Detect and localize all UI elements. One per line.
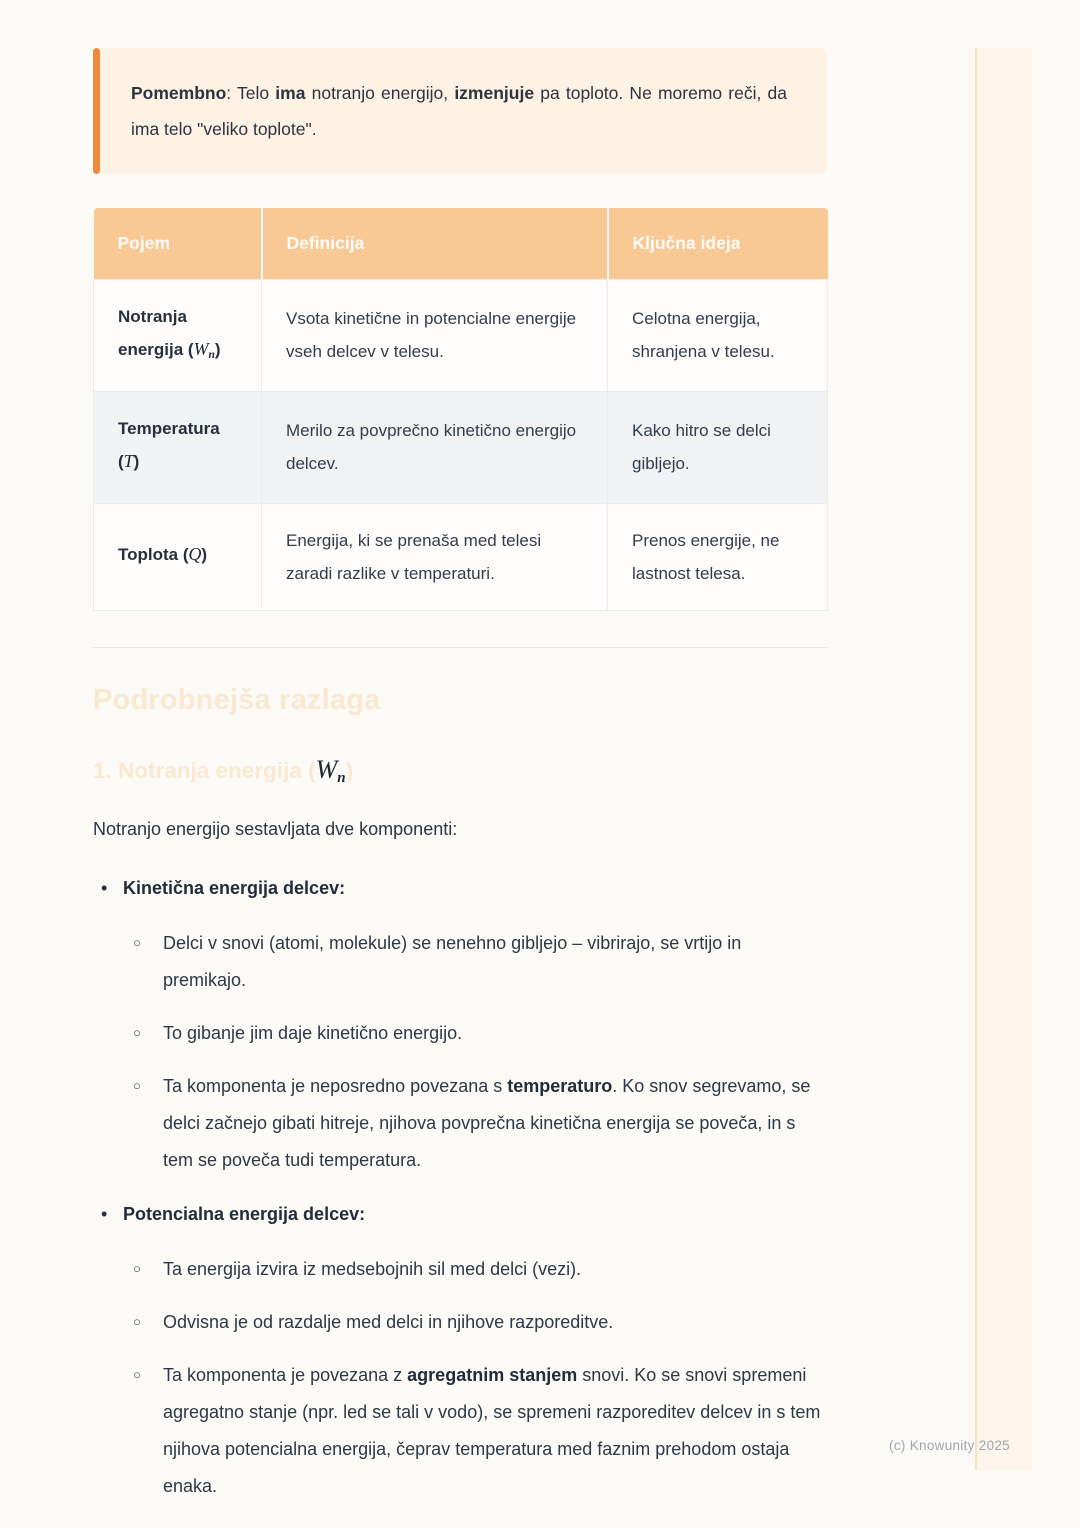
sub-list-item: [131, 1357, 827, 1505]
list-item: [93, 873, 827, 1179]
column-header-pojem: Pojem: [94, 208, 262, 280]
circle-bullet-icon: ○: [133, 1260, 141, 1276]
intro-paragraph: Notranjo energijo sestavljata dve komponenti:: [93, 818, 458, 839]
column-header-kljucna-ideja: Ključna ideja: [608, 208, 828, 280]
circle-bullet-icon: ○: [133, 1024, 141, 1040]
math-symbol: W: [315, 754, 338, 784]
callout-part-bold: izmenjuje: [454, 83, 535, 103]
callout-part-bold: ima: [275, 83, 306, 103]
sub-list-item: [131, 1015, 827, 1052]
table-row: [94, 503, 828, 610]
callout-text: [131, 75, 787, 147]
list-item: [93, 1199, 827, 1505]
important-callout: [93, 48, 827, 174]
table-header-row: [94, 208, 828, 280]
column-header-definicija: Definicija: [262, 208, 608, 280]
sub-list-item-text: Delci v snovi (atomi, molekule) se nenehno gibljejo – vibrirajo, se vrtijo in premikajo.: [163, 932, 742, 990]
callout-part: pa toploto. Ne moremo reči, da ima telo "veliko toplote".: [131, 83, 787, 139]
table-row: [94, 280, 828, 392]
idea-cell: Celotna energija, shranjena v telesu.: [608, 280, 828, 392]
math-symbol: T: [123, 450, 134, 471]
sub-list: [131, 925, 827, 1179]
document-content: [93, 0, 827, 1505]
sub-list-item-text: Odvisna je od razdalje med delci in njihove razporeditve.: [163, 1311, 614, 1332]
callout-accent-bar: [93, 48, 100, 174]
circle-bullet-icon: ○: [133, 1366, 141, 1382]
circle-bullet-icon: ○: [133, 1077, 141, 1093]
subsection-heading: 1. Notranja energija (Wn): [93, 754, 354, 786]
callout-part: : Telo: [226, 83, 276, 103]
definition-cell: Energija, ki se prenaša med telesi zaradi razlike v temperaturi.: [262, 503, 608, 610]
idea-cell: Prenos energije, ne lastnost telesa.: [608, 503, 828, 610]
section-divider: [93, 647, 827, 648]
copyright-footer: (c) Knowunity 2025: [889, 1438, 1010, 1453]
definitions-table: [93, 208, 828, 611]
circle-bullet-icon: ○: [133, 934, 141, 950]
definition-cell: Vsota kinetične in potencialne energije vseh delcev v telesu.: [262, 280, 608, 392]
section-heading: Podrobnejša razlaga: [93, 683, 381, 716]
sub-list-item-text: Ta komponenta je neposredno povezana s temperaturo. Ko snov segrevamo, se delci začnejo gibati hitreje, njihova povprečna kinetična energija se poveča, in s tem se poveča tudi temperatura.: [163, 1075, 811, 1170]
list-item-label: Kinetična energija delcev:: [123, 877, 346, 898]
sub-list-item: [131, 1251, 827, 1288]
callout-part-bold: Pomembno: [131, 83, 227, 103]
components-list: [93, 873, 827, 1505]
sub-list-item-text: To gibanje jim daje kinetično energijo.: [163, 1022, 463, 1043]
sub-list-item: [131, 1068, 827, 1179]
sub-list-item: [131, 1304, 827, 1341]
math-symbol: W: [193, 339, 209, 359]
term-cell: Toplota (Q): [94, 503, 262, 610]
sub-list-item-text: Ta komponenta je povezana z agregatnim stanjem snovi. Ko se snovi spremeni agregatno stanje (npr. led se tali v vodo), se spremeni razporeditev delcev in s tem njihova potencialna energija, čeprav temperatura med faznim prehodom ostaja enaka.: [163, 1364, 821, 1496]
list-item-label: Potencialna energija delcev:: [123, 1203, 366, 1224]
table-row: [94, 391, 828, 503]
bullet-icon: •: [101, 877, 108, 898]
sub-list: [131, 1251, 827, 1505]
bullet-icon: •: [101, 1203, 108, 1224]
idea-cell: Kako hitro se delci gibljejo.: [608, 391, 828, 503]
sub-list-item: [131, 925, 827, 999]
callout-part: notranjo energijo,: [305, 83, 455, 103]
sub-list-item-text: Ta energija izvira iz medsebojnih sil med delci (vezi).: [163, 1258, 582, 1279]
math-subscript: n: [208, 347, 215, 361]
term-cell: Notranja energija (Wn): [94, 280, 262, 392]
math-symbol: Q: [188, 543, 202, 564]
page-edge-strip: [975, 48, 1032, 1470]
circle-bullet-icon: ○: [133, 1313, 141, 1329]
term-cell: Temperatura (T): [94, 391, 262, 503]
definition-cell: Merilo za povprečno kinetično energijo delcev.: [262, 391, 608, 503]
math-subscript: n: [337, 769, 346, 786]
